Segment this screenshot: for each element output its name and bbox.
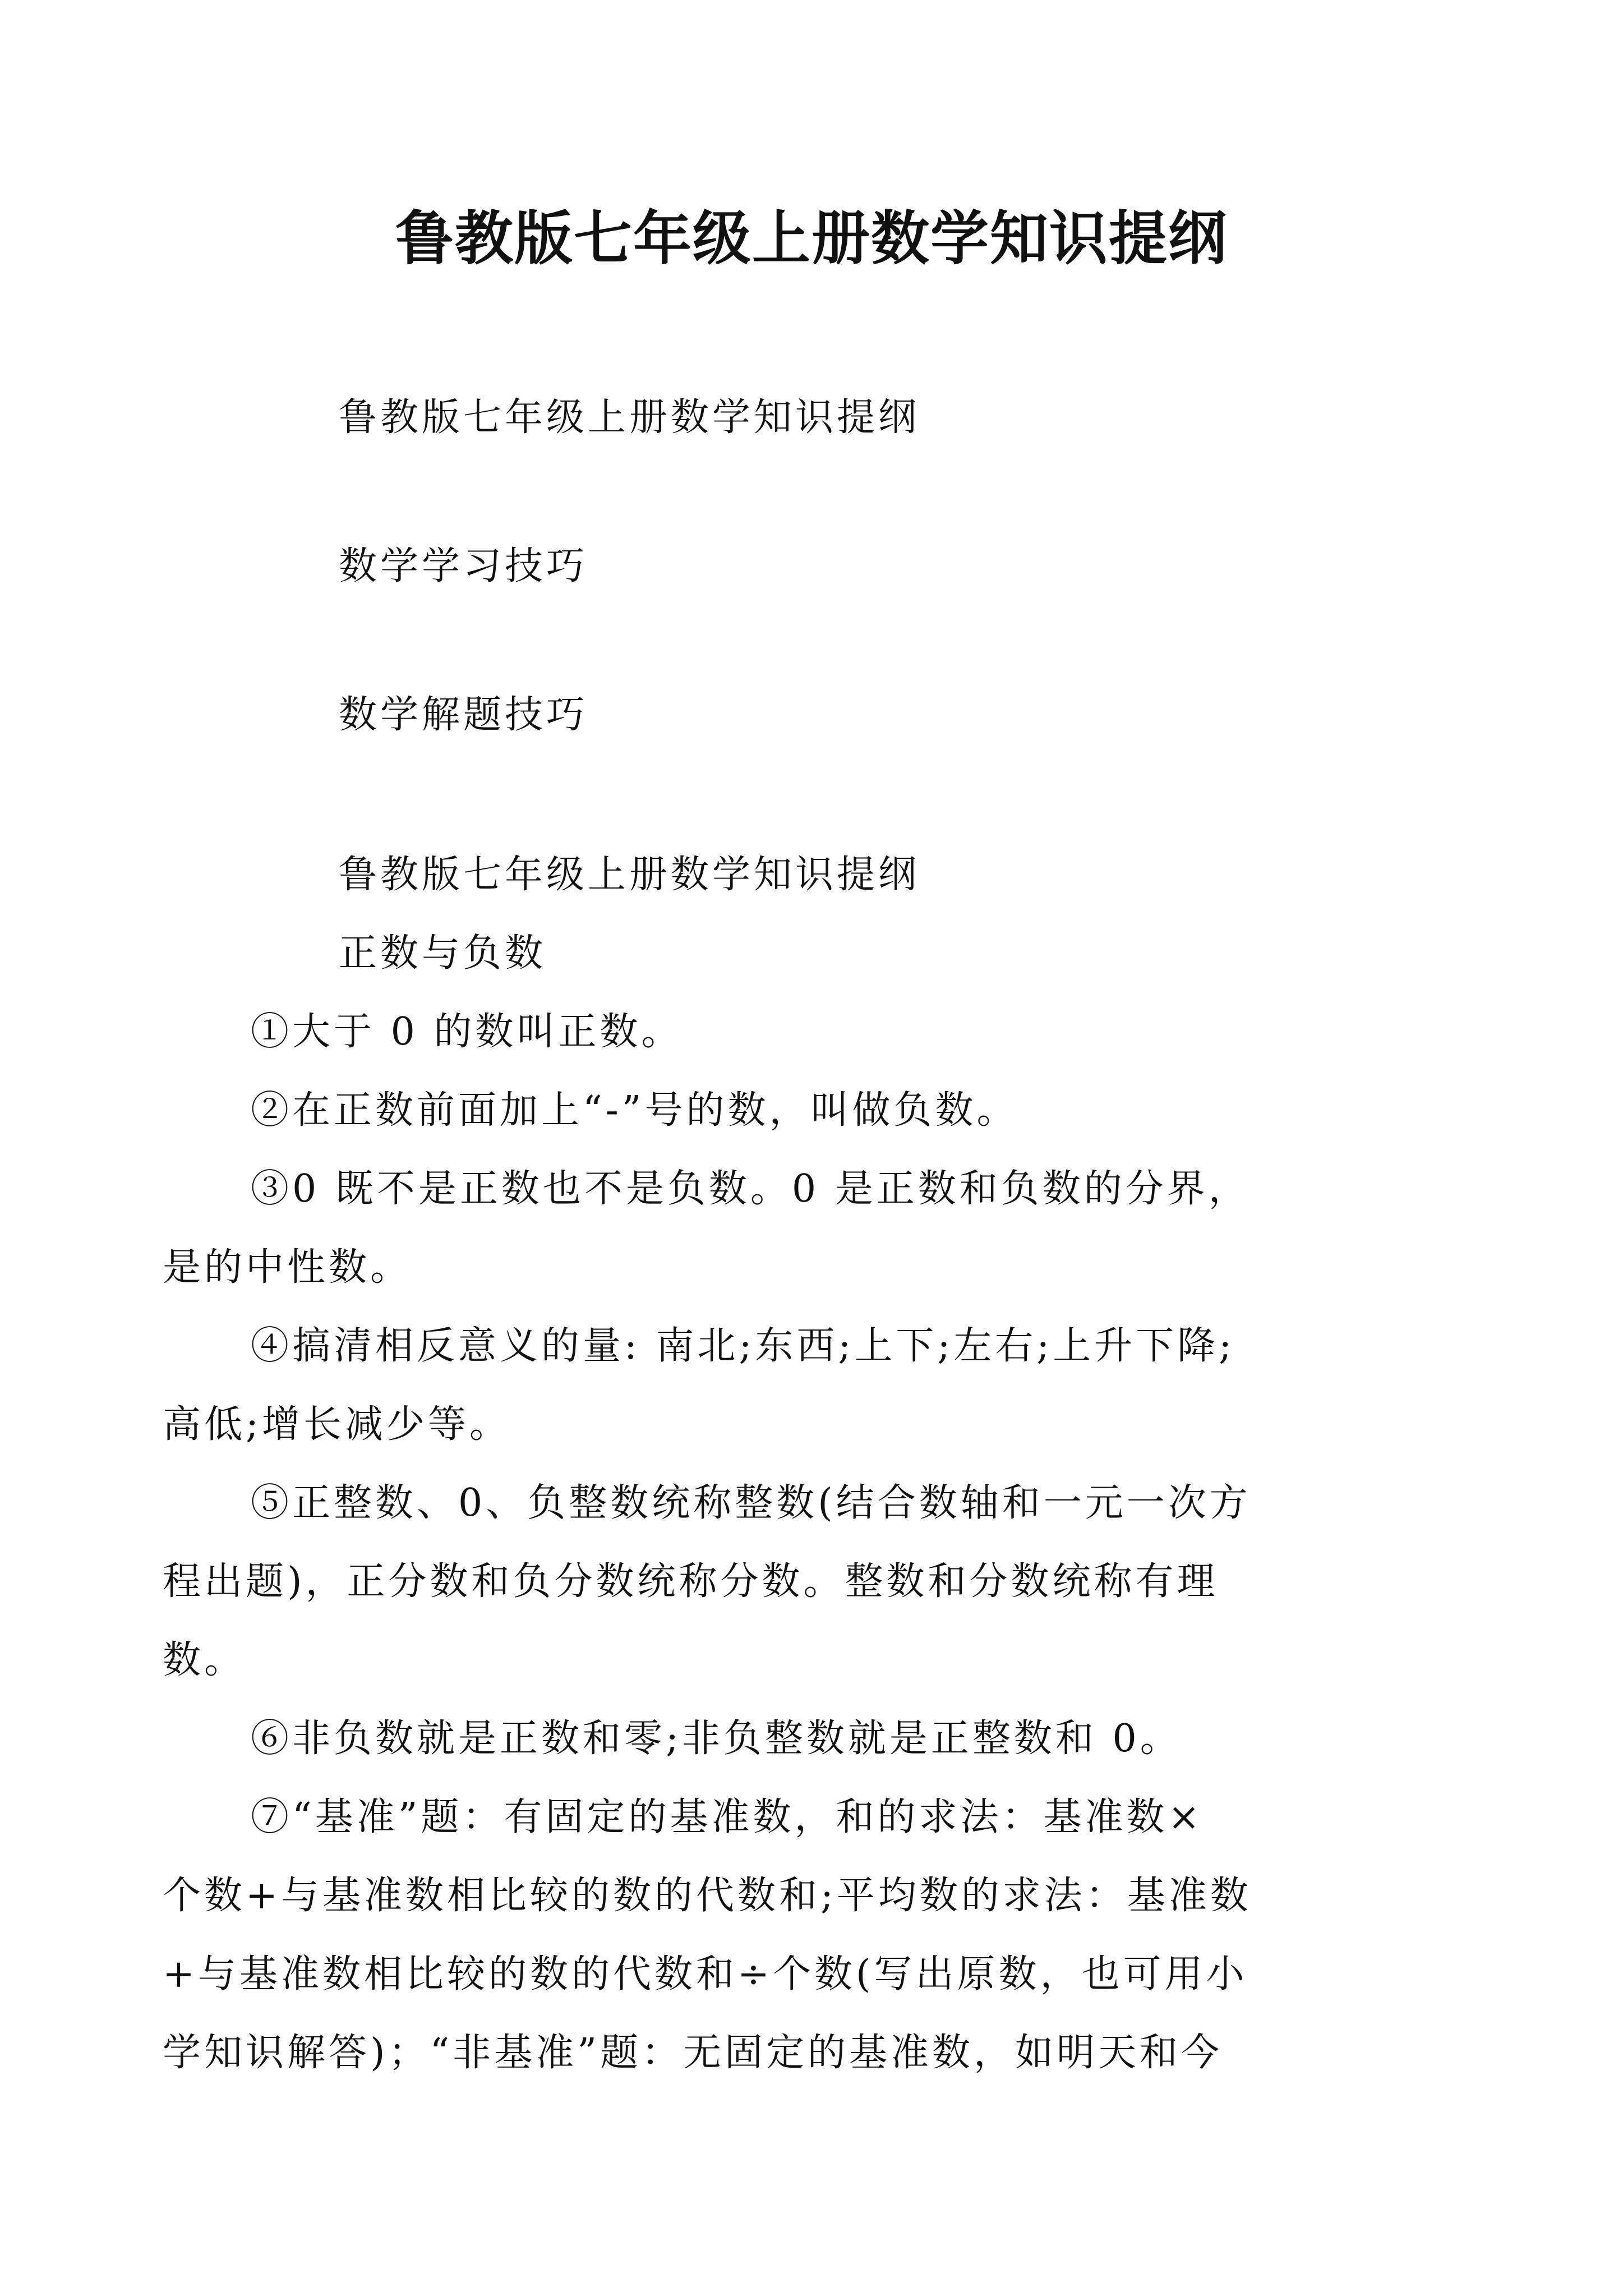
list-item-line: 数。 <box>163 1638 246 1682</box>
list-item-line: ①大于 0 的数叫正数。 <box>251 1010 683 1054</box>
list-item-line: +与基准数相比较的数的代数和÷个数(写出原数，也可用小 <box>163 1952 1248 1996</box>
list-item-line: ②在正数前面加上“-”号的数，叫做负数。 <box>251 1088 1018 1133</box>
list-item-line: 是的中性数。 <box>163 1245 412 1290</box>
list-item-line: 程出题)，正分数和负分数统称分数。整数和分数统称有理 <box>163 1559 1219 1604</box>
document-title: 鲁教版七年级上册数学知识提纲 <box>395 204 1228 273</box>
list-item-6 <box>163 1700 1486 1778</box>
list-item-line: 高低;增长减少等。 <box>163 1402 511 1447</box>
section-title: 鲁教版七年级上册数学知识提纲 <box>339 853 920 897</box>
list-item-line: 个数+与基准数相比较的数的代数和;平均数的求法：基准数 <box>163 1874 1252 1918</box>
list-item-1 <box>163 993 1486 1071</box>
list-item-line: 学知识解答)；“非基准”题：无固定的基准数，如明天和今 <box>163 2031 1223 2075</box>
list-item-7 <box>163 1778 1486 2092</box>
header-link-2: 数学学习技巧 <box>339 544 588 588</box>
list-item-line: ⑤正整数、0、负整数统称整数(结合数轴和一元一次方 <box>251 1481 1251 1525</box>
list-item-4 <box>163 1307 1486 1464</box>
list-item-line: ⑥非负数就是正数和零;非负整数就是正整数和 0。 <box>251 1717 1182 1761</box>
list-item-line: ③0 既不是正数也不是负数。0 是正数和负数的分界， <box>251 1167 1250 1211</box>
header-link-3: 数学解题技巧 <box>339 693 588 737</box>
list-item-line: ④搞清相反意义的量: 南北;东西;上下;左右;上升下降; <box>251 1324 1235 1368</box>
header-link-1: 鲁教版七年级上册数学知识提纲 <box>339 395 920 440</box>
subsection-title: 正数与负数 <box>339 931 547 976</box>
list-item-5 <box>163 1464 1486 1700</box>
list-item-2 <box>163 1071 1486 1150</box>
list-item-3 <box>163 1150 1486 1307</box>
list-item-line: ⑦“基准”题：有固定的基准数，和的求法：基准数× <box>251 1795 1204 1839</box>
